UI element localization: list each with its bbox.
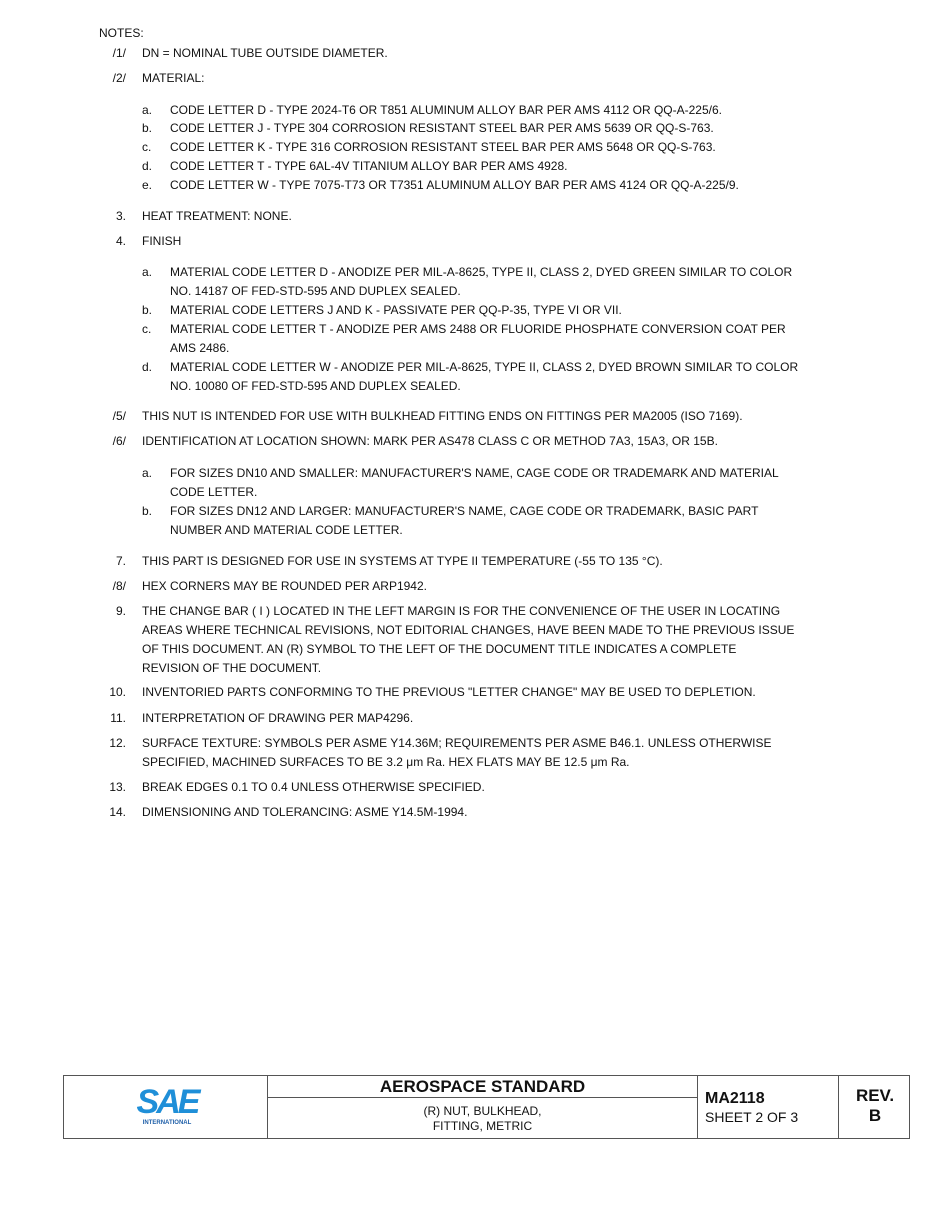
title-block <box>63 1075 910 1139</box>
sub-note-letter: b. <box>142 303 153 317</box>
sub-note-text: MATERIAL CODE LETTER T - ANODIZE PER AMS 2488 OR FLUORIDE PHOSPHATE CONVERSION COAT PER <box>170 322 786 336</box>
note-text: MATERIAL: <box>142 71 205 85</box>
note-text: HEAT TREATMENT: NONE. <box>142 209 292 223</box>
revision-label: REV. <box>855 1086 895 1105</box>
sub-note-letter: a. <box>142 265 153 279</box>
sub-note-letter: e. <box>142 178 153 192</box>
sub-note-letter: a. <box>142 466 153 480</box>
note-text: THIS NUT IS INTENDED FOR USE WITH BULKHEAD FITTING ENDS ON FITTINGS PER MA2005 (ISO 7169). <box>142 409 743 423</box>
note-number: /5/ <box>112 409 126 423</box>
document-title-line-2: FITTING, METRIC <box>432 1119 533 1133</box>
sub-note-text: CODE LETTER. <box>170 485 258 499</box>
note-number: 4. <box>115 234 126 248</box>
note-text: BREAK EDGES 0.1 TO 0.4 UNLESS OTHERWISE SPECIFIED. <box>142 780 485 794</box>
note-text: HEX CORNERS MAY BE ROUNDED PER ARP1942. <box>142 579 427 593</box>
note-text: DIMENSIONING AND TOLERANCING: ASME Y14.5M-1994. <box>142 805 468 819</box>
document-title-line-1: (R) NUT, BULKHEAD, <box>423 1104 542 1118</box>
sub-note-letter: d. <box>142 159 153 173</box>
note-text: THE CHANGE BAR ( I ) LOCATED IN THE LEFT MARGIN IS FOR THE CONVENIENCE OF THE USER IN LOCATING <box>142 604 781 618</box>
sub-note-letter: c. <box>142 140 152 154</box>
sub-note-letter: d. <box>142 360 153 374</box>
note-number: /6/ <box>112 434 126 448</box>
sub-note-text: FOR SIZES DN10 AND SMALLER: MANUFACTURER'S NAME, CAGE CODE OR TRADEMARK AND MATERIAL <box>170 466 779 480</box>
sub-note-letter: a. <box>142 103 153 117</box>
sae-logo-subtext: INTERNATIONAL <box>142 1120 192 1126</box>
sub-note-text: MATERIAL CODE LETTERS J AND K - PASSIVATE PER QQ-P-35, TYPE VI OR VII. <box>170 303 622 317</box>
note-text: THIS PART IS DESIGNED FOR USE IN SYSTEMS AT TYPE II TEMPERATURE (-55 TO 135 °C). <box>142 554 663 568</box>
sub-note-text: NO. 10080 OF FED-STD-595 AND DUPLEX SEALED. <box>170 379 461 393</box>
sae-logo <box>122 1084 212 1132</box>
standard-heading: AEROSPACE STANDARD <box>379 1077 586 1096</box>
note-text: REVISION OF THE DOCUMENT. <box>142 661 322 675</box>
note-number: 13. <box>109 780 126 794</box>
sub-note-text: NO. 14187 OF FED-STD-595 AND DUPLEX SEALED. <box>170 284 461 298</box>
sub-note-text: NUMBER AND MATERIAL CODE LETTER. <box>170 523 403 537</box>
note-text: IDENTIFICATION AT LOCATION SHOWN: MARK PER AS478 CLASS C OR METHOD 7A3, 15A3, OR 15B. <box>142 434 718 448</box>
sub-note-text: AMS 2486. <box>170 341 230 355</box>
note-number: /8/ <box>112 579 126 593</box>
sub-note-text: FOR SIZES DN12 AND LARGER: MANUFACTURER'S NAME, CAGE CODE OR TRADEMARK, BASIC PART <box>170 504 759 518</box>
note-text: SURFACE TEXTURE: SYMBOLS PER ASME Y14.36M; REQUIREMENTS PER ASME B46.1. UNLESS OTHERWISE <box>142 736 772 750</box>
note-text: DN = NOMINAL TUBE OUTSIDE DIAMETER. <box>142 46 388 60</box>
note-text: OF THIS DOCUMENT. AN (R) SYMBOL TO THE LEFT OF THE DOCUMENT TITLE INDICATES A COMPLETE <box>142 642 737 656</box>
revision-value: B <box>868 1106 882 1125</box>
sub-note-text: CODE LETTER W - TYPE 7075-T73 OR T7351 ALUMINUM ALLOY BAR PER AMS 4124 OR QQ-A-225/9. <box>170 178 739 192</box>
sub-note-text: MATERIAL CODE LETTER W - ANODIZE PER MIL-A-8625, TYPE II, CLASS 2, DYED BROWN SIMILAR TO COLOR <box>170 360 799 374</box>
note-number: 3. <box>115 209 126 223</box>
sub-note-text: CODE LETTER T - TYPE 6AL-4V TITANIUM ALLOY BAR PER AMS 4928. <box>170 159 568 173</box>
sub-note-text: CODE LETTER J - TYPE 304 CORROSION RESISTANT STEEL BAR PER AMS 5639 OR QQ-S-763. <box>170 121 714 135</box>
note-number: 9. <box>115 604 126 618</box>
note-number: 11. <box>110 711 126 725</box>
sub-note-text: CODE LETTER K - TYPE 316 CORROSION RESISTANT STEEL BAR PER AMS 5648 OR QQ-S-763. <box>170 140 716 154</box>
note-number: 10. <box>109 685 126 699</box>
note-text: INVENTORIED PARTS CONFORMING TO THE PREVIOUS "LETTER CHANGE" MAY BE USED TO DEPLETION. <box>142 685 756 699</box>
sub-note-text: CODE LETTER D - TYPE 2024-T6 OR T851 ALUMINUM ALLOY BAR PER AMS 4112 OR QQ-A-225/6. <box>170 103 722 117</box>
sae-logo-mark: SAE <box>136 1083 198 1121</box>
note-number: 7. <box>115 554 126 568</box>
note-text: FINISH <box>142 234 182 248</box>
sub-note-text: MATERIAL CODE LETTER D - ANODIZE PER MIL-A-8625, TYPE II, CLASS 2, DYED GREEN SIMILAR TO COLOR <box>170 265 793 279</box>
note-text: AREAS WHERE TECHNICAL REVISIONS, NOT EDITORIAL CHANGES, HAVE BEEN MADE TO THE PREVIOUS ISSUE <box>142 623 795 637</box>
note-number: /1/ <box>112 46 126 60</box>
note-text: INTERPRETATION OF DRAWING PER MAP4296. <box>142 711 414 725</box>
document-number: MA2118 <box>705 1090 765 1107</box>
note-number: 14. <box>109 805 126 819</box>
note-text: SPECIFIED, MACHINED SURFACES TO BE 3.2 μm Ra. HEX FLATS MAY BE 12.5 μm Ra. <box>142 755 630 769</box>
sheet-number: SHEET 2 OF 3 <box>705 1109 799 1125</box>
sub-note-letter: c. <box>142 322 152 336</box>
notes-heading: NOTES: <box>99 26 144 40</box>
sub-note-letter: b. <box>142 504 153 518</box>
note-number: 12. <box>109 736 126 750</box>
sub-note-letter: b. <box>142 121 153 135</box>
note-number: /2/ <box>112 71 126 85</box>
